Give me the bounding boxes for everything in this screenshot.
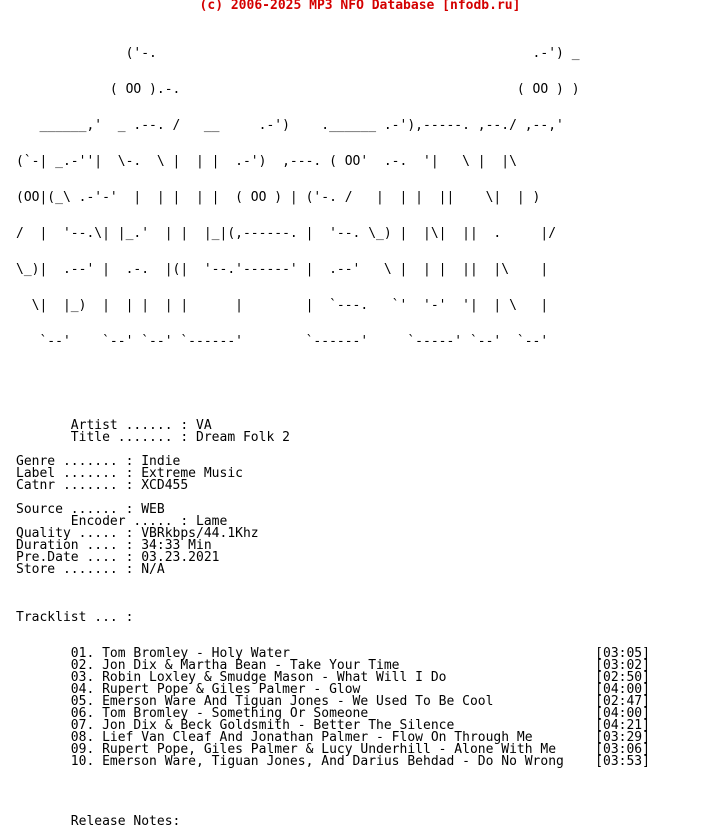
track-row: 01. Tom Bromley - Holy Water [03:05]: [16, 646, 650, 661]
duration-line: Duration .... : 34:33 Min: [16, 538, 212, 553]
ascii-art-line: \| |_) | | | | | | | `---. `' '-' '| | \ |: [16, 298, 549, 313]
ascii-art-logo: [0, 24, 720, 372]
label-line: Label ....... : Extreme Music: [16, 466, 243, 481]
release-info: [0, 420, 720, 828]
ascii-art-line: (OO|(_\ .-'-' | | | | | ( OO ) | ('-. / | | | || \| | ): [16, 190, 541, 205]
spacer: [16, 576, 720, 612]
track-row: 02. Jon Dix & Martha Bean - Take Your Time [03:02]: [16, 658, 650, 673]
ascii-art-line: ('-. .-') _: [16, 46, 580, 61]
track-row: 06. Tom Bromley - Something Or Someone [04:00]: [16, 706, 650, 721]
ascii-art-line: ______,' _ .--. / __ .-') .______ .-'),-----. ,--./ ,--,': [16, 118, 564, 133]
spacer: [0, 12, 720, 24]
genre-line: Genre ....... : Indie: [16, 454, 181, 469]
spacer: [16, 624, 720, 648]
release-notes-heading: Release Notes:: [16, 814, 181, 829]
ascii-art-line: / | '--.\| |_.' | | |_|(,------. | '--. \_) | |\| || . |/: [16, 226, 557, 241]
source-line: Source ...... : WEB: [16, 502, 165, 517]
track-row: 08. Lief Van Cleaf And Jonathan Palmer - Flow On Through Me [03:29]: [16, 730, 650, 745]
track-row: 03. Robin Loxley & Smudge Mason - What Will I Do [02:50]: [16, 670, 650, 685]
track-row: 09. Rupert Pope, Giles Palmer & Lucy Underhill - Alone With Me [03:06]: [16, 742, 650, 757]
site-copyright-header: (c) 2006-2025 MP3 NFO Database [nfodb.ru]: [199, 0, 521, 13]
track-row: 07. Jon Dix & Beck Goldsmith - Better The Silence [04:21]: [16, 718, 650, 733]
ascii-art-line: (`-| _.-''| \-. \ | | | .-') ,---. ( OO' .-. '| \ | |\: [16, 154, 517, 169]
title-line: Title ....... : Dream Folk 2: [16, 430, 290, 445]
spacer: [16, 768, 720, 816]
ascii-art-line: ( OO ).-. ( OO ) ): [16, 82, 580, 97]
track-row: 10. Emerson Ware, Tiguan Jones, And Darius Behdad - Do No Wrong [03:53]: [16, 754, 650, 769]
quality-line: Quality ..... : VBRkbps/44.1Khz: [16, 526, 259, 541]
store-line: Store ....... : N/A: [16, 562, 165, 577]
predate-line: Pre.Date .... : 03.23.2021: [16, 550, 220, 565]
ascii-art-line: `--' `--' `--' `------' `------' `-----' `--' `--': [16, 334, 549, 349]
track-row: 04. Rupert Pope & Giles Palmer - Glow [04:00]: [16, 682, 650, 697]
catnr-line: Catnr ....... : XCD455: [16, 478, 189, 493]
encoder-line: Encoder ..... : Lame: [16, 514, 228, 529]
spacer: [0, 372, 720, 420]
artist-line: Artist ...... : VA: [16, 418, 212, 433]
track-row: 05. Emerson Ware And Tiguan Jones - We Used To Be Cool [02:47]: [16, 694, 650, 709]
tracklist: [16, 648, 720, 768]
tracklist-heading: Tracklist ... :: [16, 610, 134, 625]
ascii-art-line: \_)| .--' | .-. |(| '--.'------' | .--' \ | | | || |\ |: [16, 262, 549, 277]
